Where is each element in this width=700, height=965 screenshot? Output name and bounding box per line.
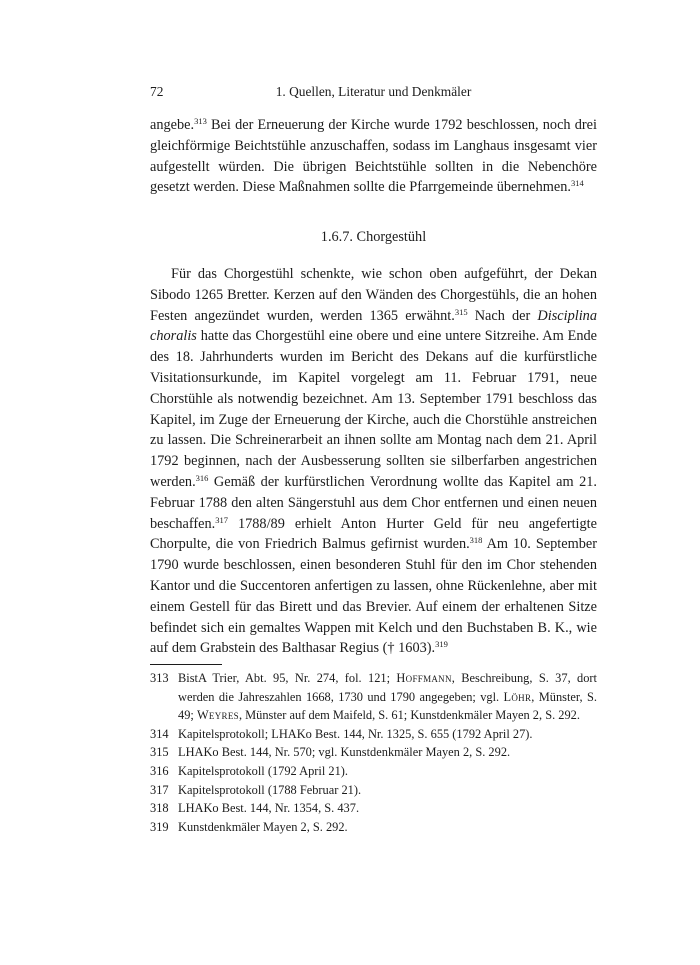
intro-text-1: angebe.	[150, 117, 195, 133]
footnote-text: Kunstdenkmäler Mayen 2, S. 292.	[178, 819, 348, 834]
footnote-313	[150, 669, 597, 725]
main-text-1: Für das Chorgestühl schenkte, wie schon oben aufgeführt, der Dekan Sibodo 1265 Bretter. Kerzen auf den Wänden des Chorgestühls, die an hohen Festen angezündet wurden, werden 1365 erwähnt.	[150, 266, 597, 324]
footnote-314	[150, 725, 597, 744]
footnote-317	[150, 781, 597, 800]
footnote-text: Kapitelsprotokoll (1788 Februar 21).	[178, 782, 362, 797]
section-heading: 1.6.7. Chorgestühl	[320, 229, 427, 245]
footnote-divider	[150, 664, 222, 665]
footnote-text: Kapitelsprotokoll (1792 April 21).	[178, 763, 349, 778]
footnote-text: LHAKo Best. 144, Nr. 570; vgl. Kunstdenkmäler Mayen 2, S. 292.	[178, 745, 511, 760]
main-text-3: hatte das Chorgestühl eine obere und eine untere Sitzreihe. Am Ende des 18. Jahrhunderts wurden im Bericht des Dekans auf die kurfürstliche Visitationsurkunde, im Kapitel vorgelegt am 11. Februar 1791, neue Chorstühle als notwendig bezeichnet. Am 13. September 1791 beschloss das Kapitel, im Zuge der Erneuerung der Kirche, auch die Chorstühle anstreichen zu lassen. Die Schreinerarbeit an ihnen sollte am Montag nach dem 21. April 1792 beginnen, nach der Ausbesserung sollten sie silberfarben angestrichen werden.	[150, 328, 597, 490]
footnote-number: 314	[150, 726, 169, 741]
fn313-text-a: BistA Trier, Abt. 95, Nr. 274, fol. 121;	[178, 671, 397, 685]
footnotes	[150, 669, 597, 836]
page-number: 72	[150, 84, 164, 99]
page-header	[150, 84, 597, 102]
author-loehr: Löhr	[503, 689, 532, 704]
author-hoffmann: Hoffmann	[396, 671, 452, 685]
fn313-text-b: , Beschreibung, S. 37, dort werden die Jahreszahlen 1668, 1730 und 1790 angegeben; vgl.	[178, 671, 597, 704]
footnote-number: 318	[150, 801, 169, 816]
footnote-ref-316: 316	[195, 472, 209, 483]
intro-paragraph	[150, 115, 597, 198]
disciplina-choralis-title: Disciplina choralis	[150, 307, 597, 345]
footnote-ref-319: 319	[435, 639, 448, 650]
main-text-2: Nach der	[467, 307, 538, 324]
footnote-number: 317	[150, 782, 169, 797]
main-text-6: Am 10. September 1790 wurde beschlossen, einen besonderen Stuhl für den im Chor stehenden Kantor und die Succentoren anfertigen zu lassen, ohne Rückenlehne, aber mit einem Gestell für das Birett und das Brevier. Auf einem der erhaltenen Sitze befindet sich ein gemaltes Wappen mit Kelch und den Buchstaben B. K., wie auf dem Grabstein des Balthasar Regius († 1603).	[150, 536, 597, 657]
footnote-ref-315: 315	[454, 306, 468, 317]
footnote-316	[150, 762, 597, 781]
footnote-number: 319	[150, 819, 169, 834]
fn313-text-c: , Münster, S. 49;	[178, 689, 598, 723]
footnote-number: 315	[150, 745, 169, 760]
main-paragraph-block	[150, 264, 597, 659]
footnote-text	[178, 669, 597, 725]
footnote-text: Kapitelsprotokoll; LHAKo Best. 144, Nr. 1325, S. 655 (1792 April 27).	[178, 726, 533, 741]
main-text-4: Gemäß der kurfürstlichen Verordnung wollte das Kapitel am 21. Februar 1788 den alten Sängerstuhl aus dem Chor entfernen und einen neuen beschaffen.	[150, 473, 597, 532]
footnote-315	[150, 743, 597, 762]
main-text-5: 1788/89 erhielt Anton Hurter Geld für neu angefertigte Chorpulte, die von Friedrich Balmus gefirnist wurden.	[150, 515, 597, 553]
footnote-319	[150, 818, 597, 837]
footnote-text: LHAKo Best. 144, Nr. 1354, S. 437.	[178, 801, 360, 816]
footnote-ref-314: 314	[570, 178, 584, 189]
footnote-number: 313	[150, 671, 169, 685]
main-paragraph	[150, 264, 597, 659]
footnote-318	[150, 799, 597, 818]
author-weyres: Weyres	[196, 708, 239, 723]
footnote-ref-313: 313	[194, 116, 207, 126]
running-head: 1. Quellen, Literatur und Denkmäler	[275, 84, 472, 99]
footnote-ref-318: 318	[469, 535, 483, 546]
fn313-text-d: , Münster auf dem Maifeld, S. 61; Kunstdenkmäler Mayen 2, S. 292.	[238, 708, 580, 723]
intro-text-2: Bei der Erneuerung der Kirche wurde 1792 beschlossen, noch drei gleichförmige Beichtstühle anzuschaffen, sodass im Langhaus insgesamt vier aufgestellt würden. Die übrigen Beichtstühle sollten in die Nebenchöre gesetzt werden. Diese Maßnahmen sollte die Pfarrgemeinde übernehmen.	[150, 117, 597, 196]
footnote-number: 316	[150, 763, 169, 778]
intro-paragraph-block	[150, 115, 597, 198]
footnote-ref-317: 317	[215, 514, 228, 525]
